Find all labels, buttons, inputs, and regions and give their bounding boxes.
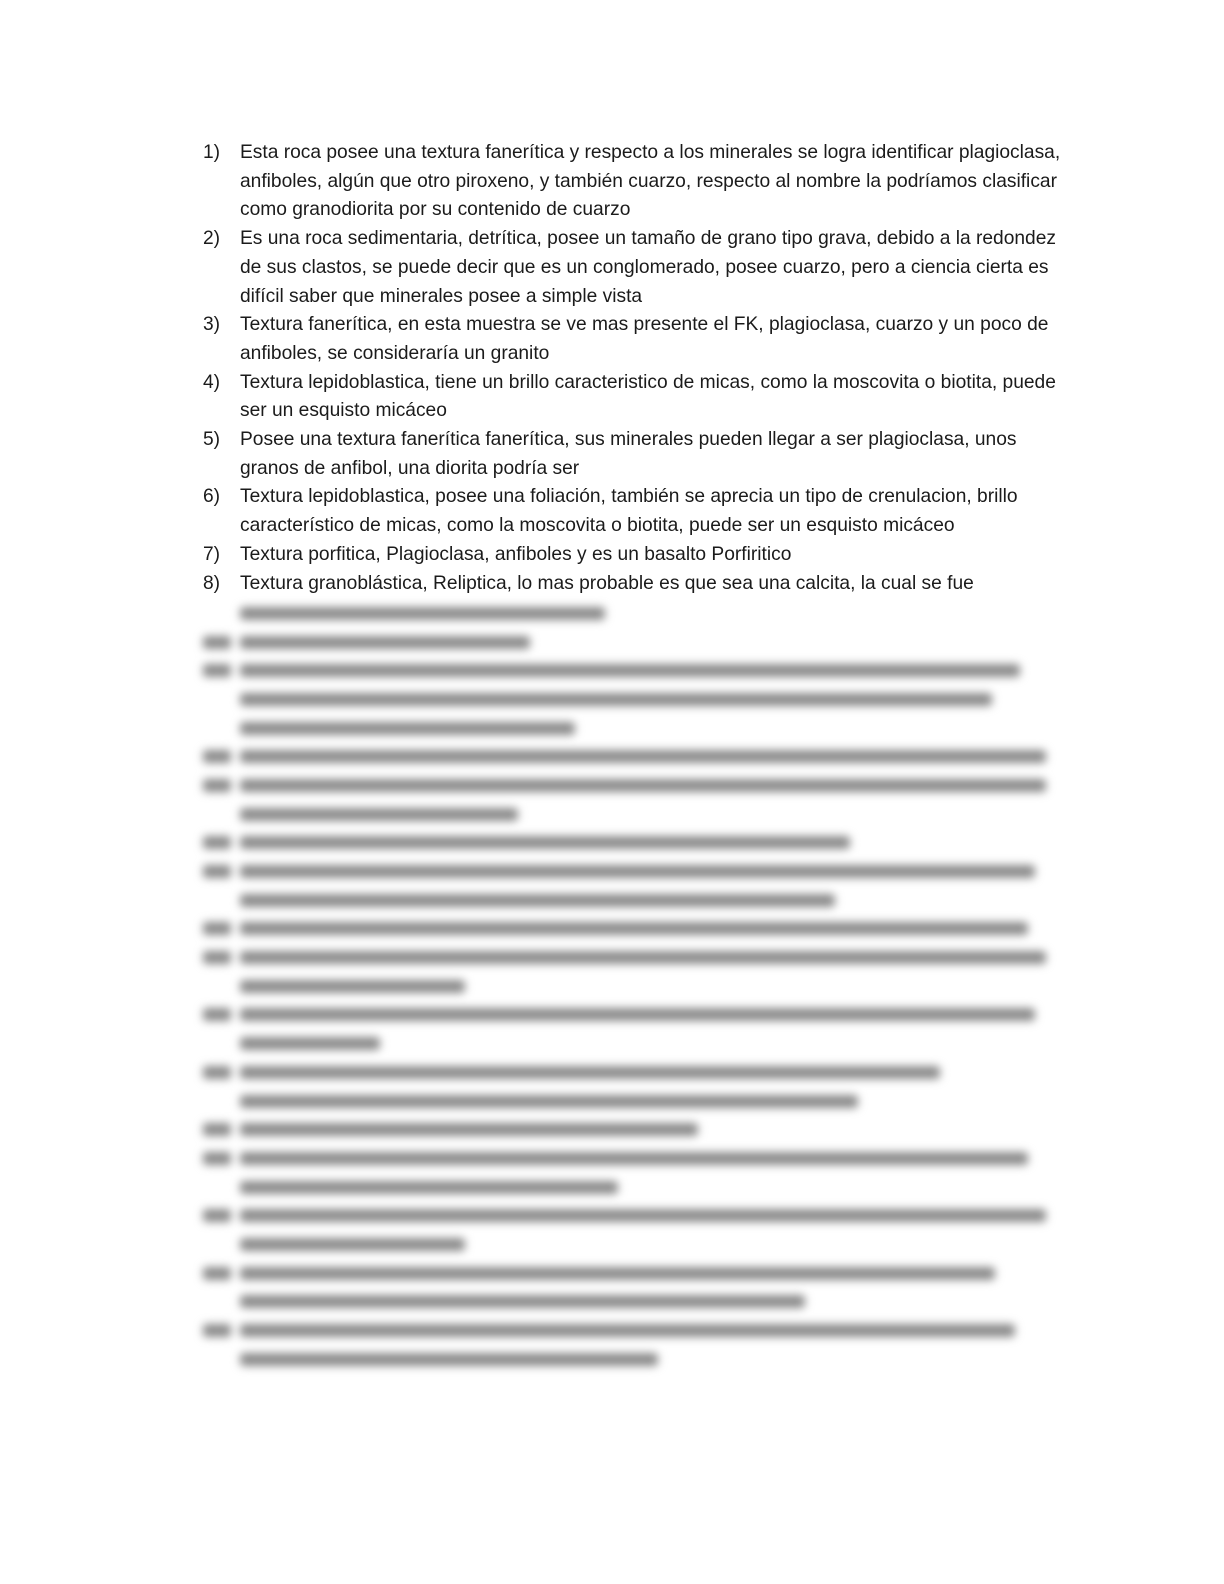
item-text: Posee una textura fanerítica fanerítica, sus minerales pueden llegar a ser plagioclasa, unos granos de anfibol, una diorita podría ser bbox=[240, 429, 1017, 479]
item-number: 2) bbox=[203, 228, 221, 250]
item-number: 3) bbox=[203, 314, 221, 336]
answer-list bbox=[203, 139, 1063, 598]
item-text: Esta roca posee una textura fanerítica y respecto a los minerales se logra identificar plagioclasa, anfiboles, algún que otro piroxeno, y también cuarzo, respecto al nombre la podríamos clasificar como granodiorita por su contenido de cuarzo bbox=[240, 142, 1061, 221]
item-number: 1) bbox=[203, 142, 221, 163]
list-item bbox=[203, 541, 1063, 570]
list-item bbox=[203, 225, 1063, 311]
item-text: Textura porfitica, Plagioclasa, anfiboles y es un basalto Porfiritico bbox=[240, 543, 792, 565]
list-item bbox=[203, 570, 1063, 599]
list-item bbox=[203, 369, 1063, 426]
item-number: 7) bbox=[203, 543, 221, 565]
item-number: 4) bbox=[203, 371, 221, 393]
item-text: Es una roca sedimentaria, detrítica, posee un tamaño de grano tipo grava, debido a la redondez de sus clastos, se puede decir que es un conglomerado, posee cuarzo, pero a ciencia cierta es difícil saber que minerales posee a simple vista bbox=[240, 228, 1056, 307]
list-item bbox=[203, 311, 1063, 368]
item-number: 6) bbox=[203, 486, 221, 508]
item-text: Textura granoblástica, Reliptica, lo mas probable es que sea una calcita, la cual se fue bbox=[240, 572, 974, 594]
item-number: 5) bbox=[203, 429, 221, 451]
item-text: Textura lepidoblastica, posee una foliación, también se aprecia un tipo de crenulacion, brillo característico de micas, como la moscovita o biotita, puede ser un esquisto micáceo bbox=[240, 486, 1018, 537]
list-item bbox=[203, 139, 1063, 225]
list-item bbox=[203, 483, 1063, 540]
item-number: 8) bbox=[203, 572, 221, 594]
item-text: Textura fanerítica, en esta muestra se ve mas presente el FK, plagioclasa, cuarzo y un poco de anfiboles, se consideraría un granito bbox=[240, 314, 1049, 364]
list-item bbox=[203, 426, 1063, 483]
item-text: Textura lepidoblastica, tiene un brillo caracteristico de micas, como la moscovita o biotita, puede ser un esquisto micáceo bbox=[240, 371, 1056, 422]
blurred-content bbox=[203, 599, 1063, 1374]
